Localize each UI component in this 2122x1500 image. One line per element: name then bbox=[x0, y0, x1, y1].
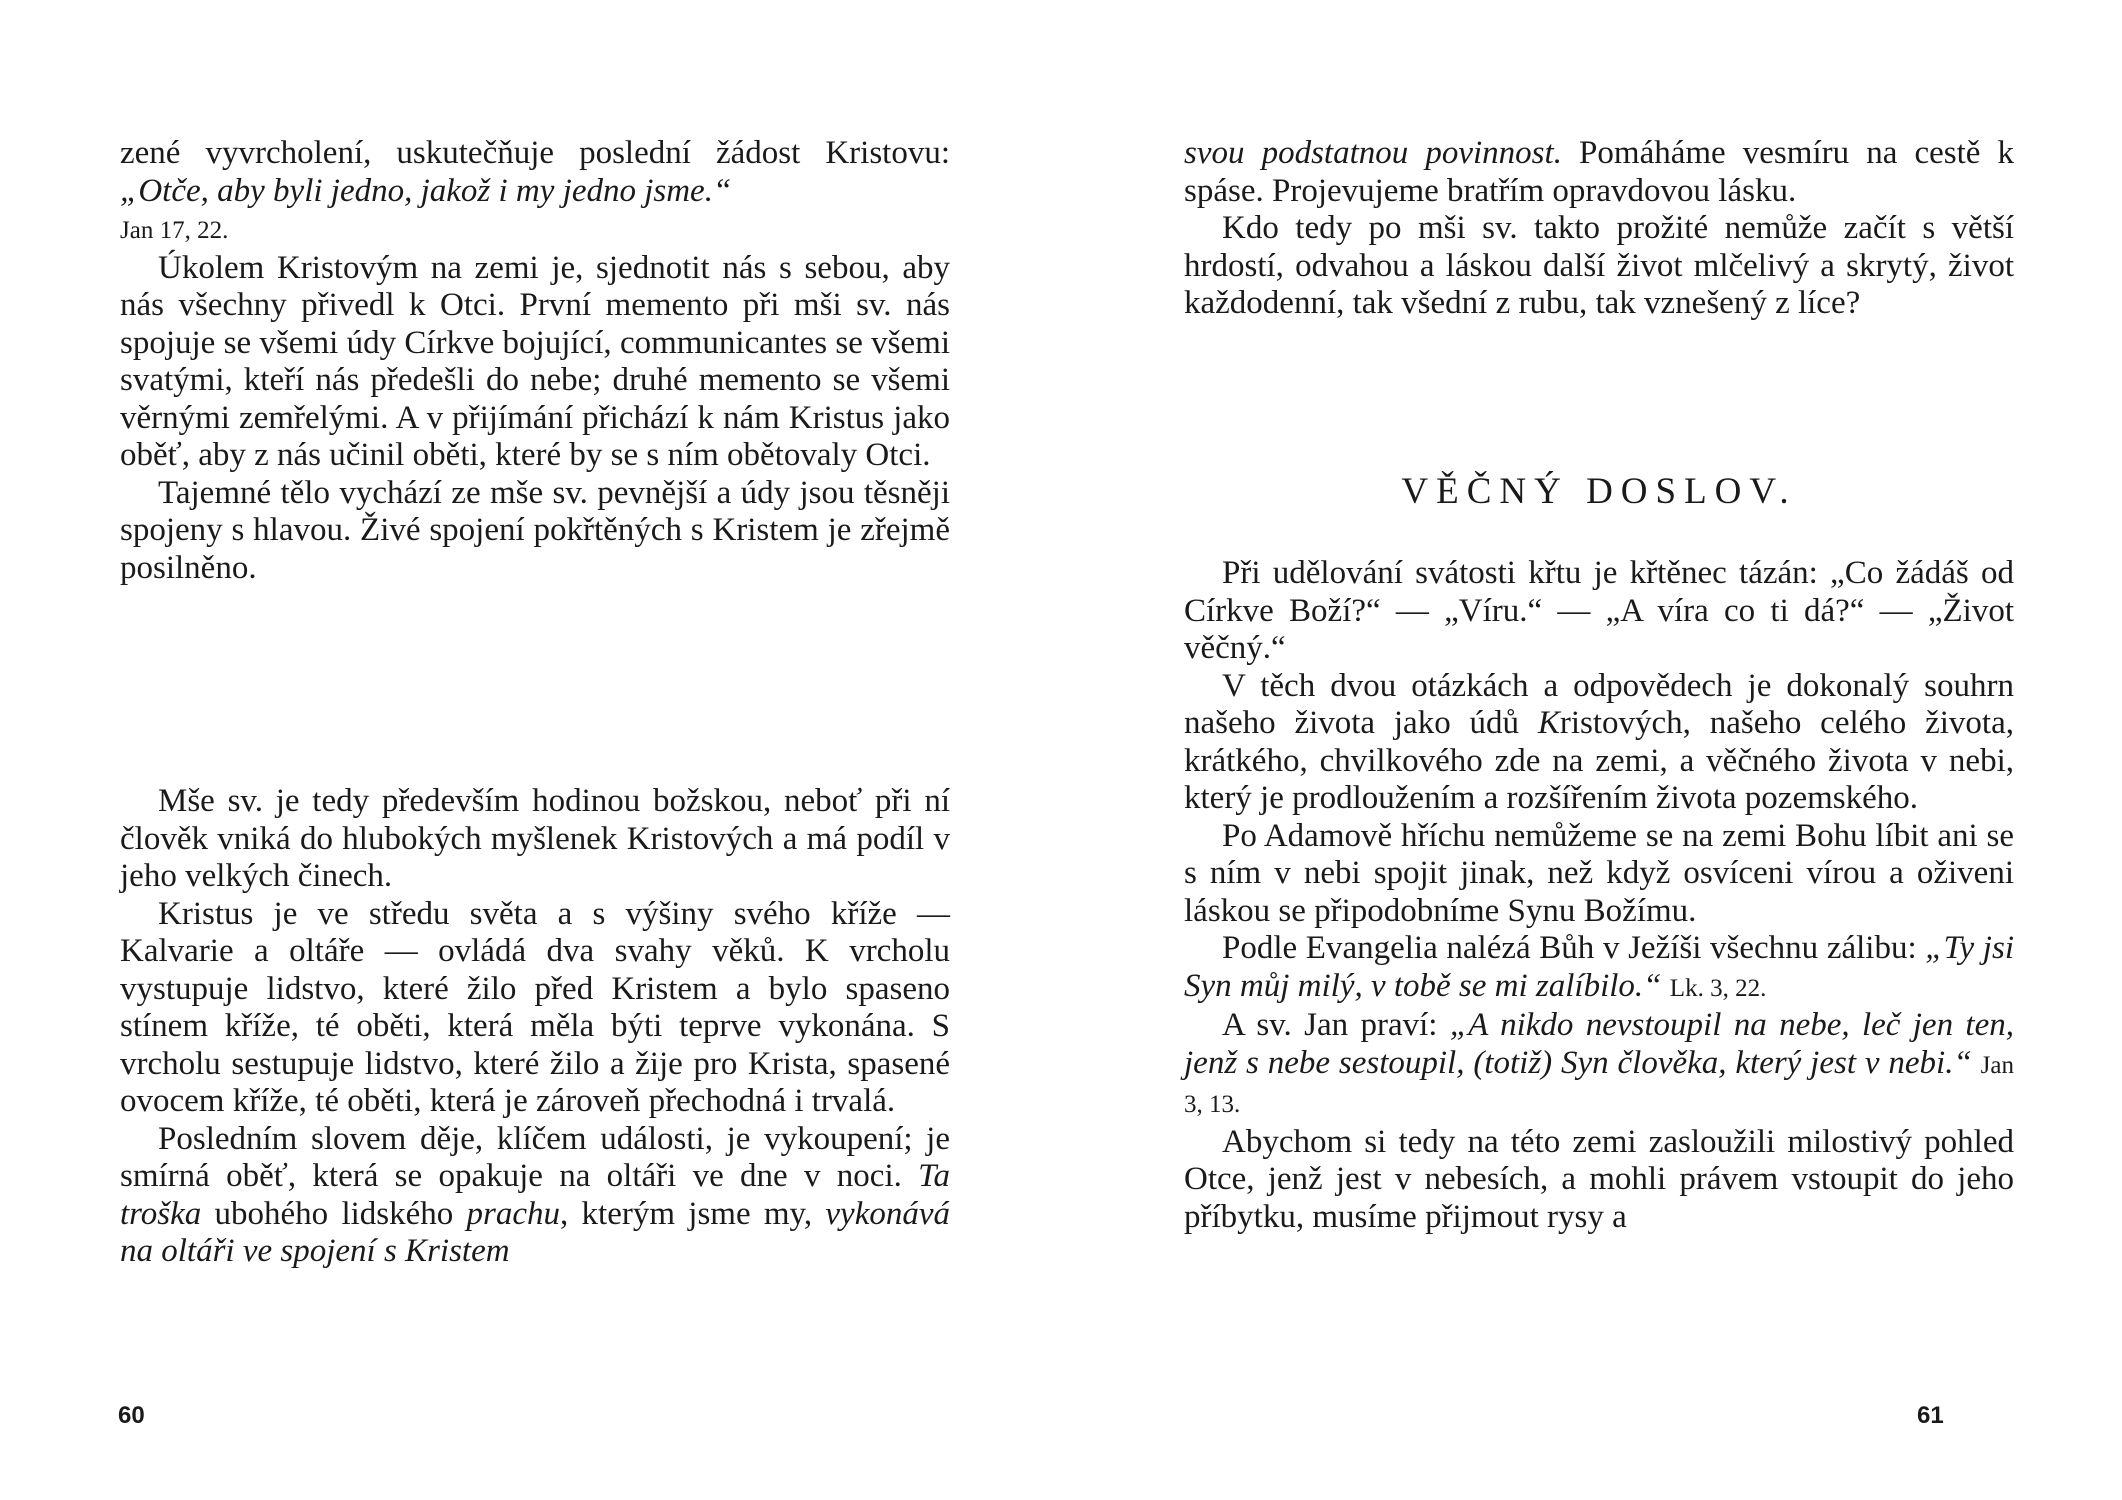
bible-reference: Jan 3, 13. bbox=[1184, 1051, 2014, 1118]
bible-reference: Lk. 3, 22. bbox=[1669, 974, 1767, 1002]
paragraph: Kdo tedy po mši sv. takto prožité nemůže začít s větší hrdostí, odvahou a láskou další život mlčelivý a skrytý, život každodenní, tak všední z rubu, tak vznešený z líce? bbox=[1184, 210, 2014, 321]
italic-text: Ta troška bbox=[120, 1158, 950, 1232]
text-span: , kterým jsme my, bbox=[560, 1195, 826, 1232]
left-text-block-1 bbox=[120, 135, 950, 587]
text-span: A sv. Jan praví: bbox=[1222, 1007, 1450, 1043]
chapter-title: VĚČNÝ DOSLOV. bbox=[1401, 471, 1797, 512]
quotation: „A nikdo nevstoupil na nebe, leč jen ten, jenž s nebe sestoupil, (totiž) Syn člověka, který jest v nebi.“ bbox=[1184, 1007, 2014, 1081]
paragraph bbox=[1184, 668, 2014, 818]
paragraph: Tajemné tělo vychází ze mše sv. pevnější a údy jsou těsněji spojeny s hlavou. Živé spojení pokřtěných s Kristem je zřejmě posilněno. bbox=[120, 474, 950, 586]
right-text-block-2 bbox=[1184, 555, 2014, 1236]
text-span: Pomáháme vesmíru na cestě k spáse. Projevujeme bratřím opravdovou lásku. bbox=[1184, 135, 2015, 209]
paragraph bbox=[1184, 930, 2014, 1007]
text-span: ubohého lidského bbox=[201, 1195, 467, 1232]
bible-reference: Jan 17, 22. bbox=[120, 217, 229, 244]
right-page bbox=[1061, 0, 2122, 1500]
paragraph bbox=[120, 1121, 950, 1271]
paragraph: Po Adamově hříchu nemůžeme se na zemi Bohu líbit ani se s ním v nebi spojit jinak, než když osvíceni vírou a oživeni láskou se připodobníme Synu Božímu. bbox=[1184, 817, 2014, 929]
page-number: 61 bbox=[1917, 1402, 1944, 1429]
quotation: „Ty jsi Syn můj milý, v tobě se mi zalíbilo.“ bbox=[1184, 930, 2014, 1004]
paragraph: Kristus je ve středu světa a s výšiny svého kříže — Kalvarie a oltáře — ovládá dva svahy věků. K vrcholu vystupuje lidstvo, které žilo před Kristem a bylo spaseno stínem kříže, té oběti, která měla býti teprve vykonána. S vrcholu sestupuje lidstvo, které žilo a žije pro Krista, spasené ovocem kříže, té oběti, která je zároveň přechodná i trvalá. bbox=[120, 895, 950, 1119]
text-span: Posledním slovem děje, klíčem události, je vykoupení; je smírná oběť, která se opakuje na oltáři ve dne v noci. bbox=[120, 1120, 950, 1194]
paragraph bbox=[1184, 1007, 2014, 1124]
paragraph bbox=[120, 135, 950, 250]
quotation: „Otče, aby byli jedno, jakož i my jedno jsme.“ bbox=[120, 172, 732, 209]
paragraph: Abychom si tedy na této zemi zasloužili milostivý pohled Otce, jenž jest v nebesích, a mohli právem vstoupit do jeho příbytku, musíme přijmout rysy a bbox=[1184, 1123, 2014, 1235]
italic-text: K bbox=[1537, 705, 1560, 741]
italic-text: prachu bbox=[466, 1195, 561, 1232]
paragraph bbox=[1184, 135, 2014, 210]
italic-text: svou podstatnou povinnost. bbox=[1184, 135, 1562, 171]
text-span: V těch dvou otázkách a odpovědech je dokonalý souhrn našeho života jako údů bbox=[1184, 667, 2014, 741]
text-span: Podle Evangelia nalézá Bůh v Ježíši všechnu zálibu: bbox=[1222, 930, 1926, 966]
right-text-block-1 bbox=[1184, 135, 2014, 323]
paragraph: Mše sv. je tedy především hodinou božskou, neboť při ní člověk vniká do hlubokých myšlenek Kristových a má podíl v jeho velkých činech. bbox=[120, 783, 950, 894]
left-text-block-2 bbox=[120, 783, 950, 1271]
text-span: ristových, našeho celého života, krátkého, chvilkového zde na zemi, a věčného života v nebi, který je prodloužením a rozšířením života pozemského. bbox=[1184, 705, 2014, 816]
paragraph: Při udělování svátosti křtu je křtěnec tázán: „Co žádáš od Církve Boží?“ — „Víru.“ — „A víra co ti dá?“ — „Život věčný.“ bbox=[1184, 555, 2014, 666]
italic-text: vykonává na oltáři ve spojení s Kristem bbox=[120, 1195, 950, 1269]
text-span: zené vyvrcholení, uskutečňuje poslední žádost Kristovu: bbox=[120, 135, 950, 171]
page-number: 60 bbox=[118, 1402, 145, 1429]
paragraph: Úkolem Kristovým na zemi je, sjednotit nás s sebou, aby nás všechny přivedl k Otci. První memento při mši sv. nás spojuje se všemi údy Církve bojující, communicantes se všemi svatými, kteří nás předešli do nebe; druhé memento se všemi věrnými zemřelými. A v přijímání přichází k nám Kristus jako oběť, aby z nás učinil oběti, které by se s ním obětovaly Otci. bbox=[120, 249, 950, 473]
